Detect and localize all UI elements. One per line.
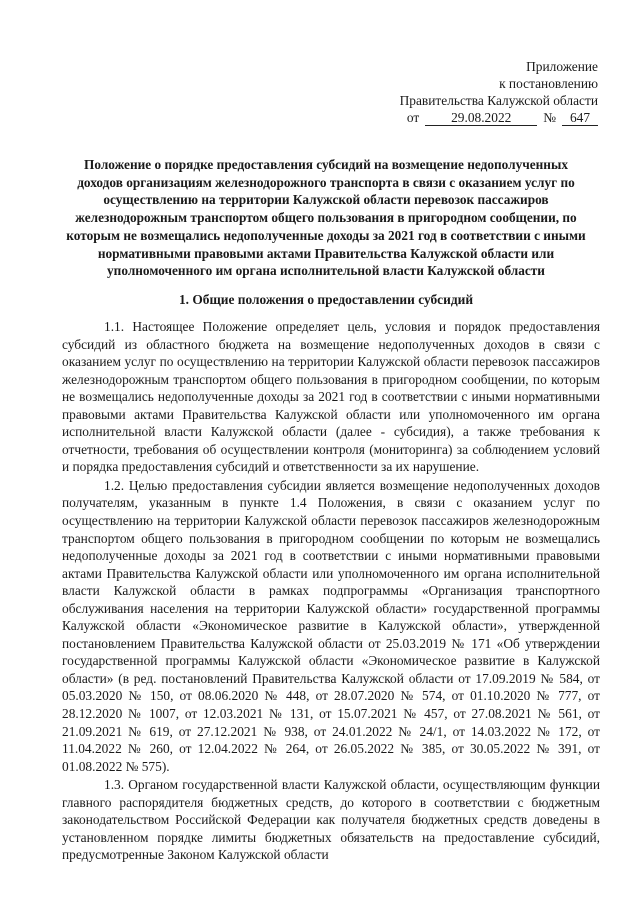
paragraph-1-1: 1.1. Настоящее Положение определяет цель, условия и порядок предоставления субсидий из областного бюджета на возмещение недополученных доходов в связи с оказанием услуг по осуществлению на территории Калужской области перевозок пассажиров железнодорожным транспортом общего пользования в пригородном сообщении, по которым не возмещались недополученные доходы за 2021 год в соответствии с иными нормативными правовыми актами Правительства Калужской области или уполномоченного им органа исполнительной власти Калужской области (далее - субсидия), а также требования к отчетности, требования об осуществлении контроля (мониторинга) за соблюдением условий и порядка предоставления субсидий и ответственности за их нарушение. bbox=[62, 319, 600, 475]
annex-line-3: Правительства Калужской области bbox=[399, 93, 598, 108]
annex-reference-line bbox=[368, 109, 598, 126]
section-heading: 1. Общие положения о предоставлении субсидий bbox=[178, 292, 474, 307]
annex-number: 647 bbox=[562, 110, 598, 126]
annex-from-label: от bbox=[406, 110, 420, 125]
paragraph-1-2: 1.2. Целью предоставления субсидии является возмещение недополученных доходов получателям, указанным в пункте 1.4 Положения, в связи с оказанием услуг по осуществлению на территории Калужской области перевозок пассажиров железнодорожным транспортом общего пользования в пригородном сообщении по которым не возмещались недополученные доходы за 2021 год в соответствии с иными нормативными правовыми актами Правительства Калужской области или уполномоченного им органа исполнительной власти Калужской области в рамках подпрограммы «Организация транспортного обслуживания населения на территории Калужской области» государственной программы Калужской области «Экономическое развитие в Калужской области», утвержденной постановлением Правительства Калужской области от 25.03.2019 № 171 «Об утверждении государственной программы Калужской области «Экономическое развитие в Калужской области» (в ред. постановлений Правительства Калужской области от 17.09.2019 № 584, от 05.03.2020 № 150, от 08.06.2020 № 448, от 28.07.2020 № 574, от 01.10.2020 № 777, от 28.12.2020 № 1007, от 12.03.2021 № 131, от 15.07.2021 № 457, от 27.08.2021 № 561, от 21.09.2021 № 619, от 27.12.2021 № 938, от 24.01.2022 № 24/1, от 14.03.2022 № 172, от 11.04.2022 № 260, от 12.04.2022 № 264, от 26.05.2022 № 385, от 30.05.2022 № 391, от 01.08.2022 № 575). bbox=[62, 477, 600, 774]
paragraph-1-3: 1.3. Органом государственной власти Калужской области, осуществляющим функции главного распорядителя бюджетных средств, до которого в соответствии с бюджетным законодательством Российской Федерации как получателя бюджетных средств доведены в установленном порядке лимиты бюджетных обязательств на предоставление субсидий, предусмотренные Законом Калужской области bbox=[62, 777, 600, 863]
annex-header bbox=[368, 58, 598, 126]
annex-line-1: Приложение bbox=[526, 59, 598, 74]
annex-number-label: № bbox=[543, 110, 556, 125]
annex-line-2: к постановлению bbox=[499, 76, 598, 91]
document-title: Положение о порядке предоставления субсидий на возмещение недополученных доходов организациям железнодорожного транспорта в связи с оказанием услуг по осуществлению на территории Калужской области перевозок пассажиров железнодорожным транспортом общего пользования в пригородном сообщении, по которым не возмещались недополученные доходы за 2021 год в соответствии с иными нормативными правовыми актами Правительства Калужской области или уполномоченного им органа исполнительной власти Калужской области bbox=[66, 157, 586, 279]
annex-date: 29.08.2022 bbox=[425, 110, 537, 126]
section-body bbox=[62, 318, 600, 864]
